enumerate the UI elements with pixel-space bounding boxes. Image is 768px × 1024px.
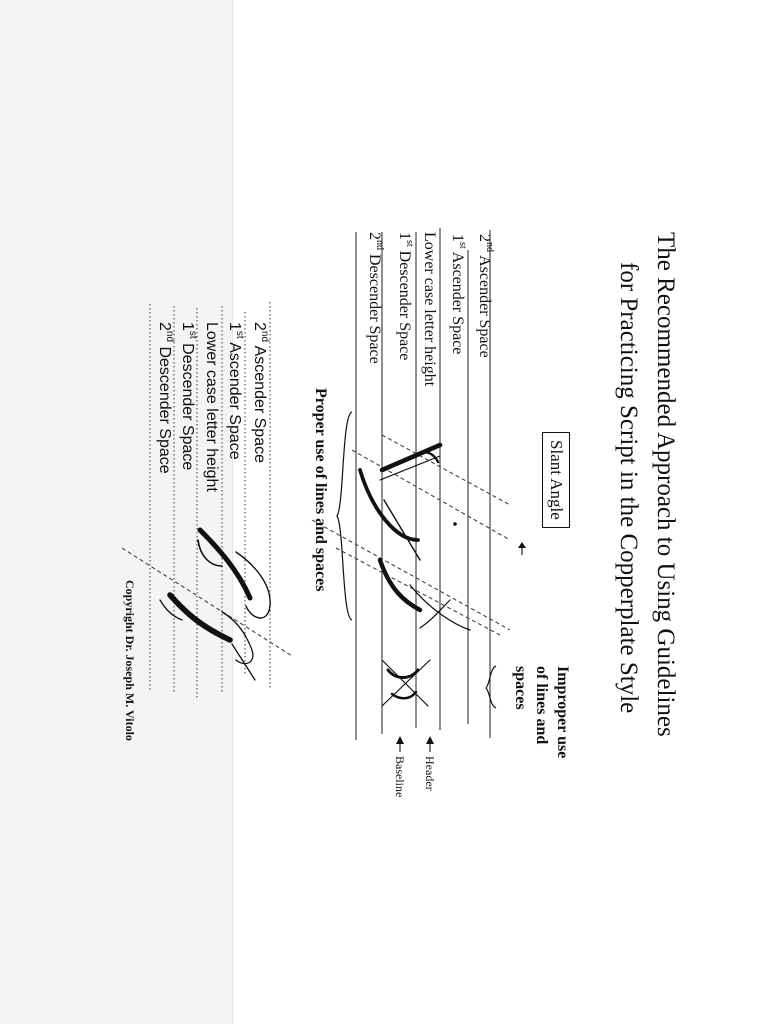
proper-use-brace (337, 412, 352, 620)
label-first-ascender-space: 1st Ascender Space (449, 234, 468, 355)
improper-use-line-1: Improper use (554, 666, 571, 759)
slant-line (122, 548, 292, 656)
header-arrow (426, 736, 434, 744)
label-lower-case-letter-height: Lower case letter height (421, 232, 438, 387)
baseline-arrow (396, 736, 404, 744)
script-strokes-bottom (160, 530, 270, 680)
slant-angle-arrow (518, 542, 526, 548)
label-sans-first-ascender-space: 1st Ascender Space (226, 322, 245, 460)
script-strokes-top (360, 445, 470, 706)
copyright-notice: Copyright Dr. Joseph M. Vitolo (123, 580, 137, 741)
slant-angle-box: Slant Angle (542, 432, 570, 528)
improper-use-line-2: of lines and (533, 666, 550, 745)
slant-line (352, 450, 510, 540)
slant-line (336, 548, 500, 635)
header-label: Header (423, 756, 437, 791)
title-line-1: The Recommended Approach to Using Guidelines (652, 232, 679, 737)
baseline-label: Baseline (393, 756, 407, 798)
improper-use-brace (486, 666, 496, 708)
label-sans-lower-case-letter-height: Lower case letter height (203, 322, 220, 492)
title-line-2: for Practicing Script in the Copperplate Style (615, 262, 642, 714)
label-first-descender-space: 1st Descender Space (396, 232, 415, 361)
label-sans-first-descender-space: 1st Descender Space (179, 322, 198, 471)
label-sans-second-ascender-space: 2nd Ascender Space (251, 322, 270, 463)
slant-line (382, 435, 510, 505)
improper-use-line-3: spaces (512, 666, 529, 710)
slant-line (312, 520, 510, 630)
label-sans-second-descender-space: 2nd Descender Space (156, 322, 175, 474)
label-second-ascender-space: 2nd Ascender Space (476, 234, 495, 358)
label-second-descender-space: 2nd Descender Space (366, 232, 385, 364)
proper-use-caption: Proper use of lines and spaces (312, 388, 329, 592)
